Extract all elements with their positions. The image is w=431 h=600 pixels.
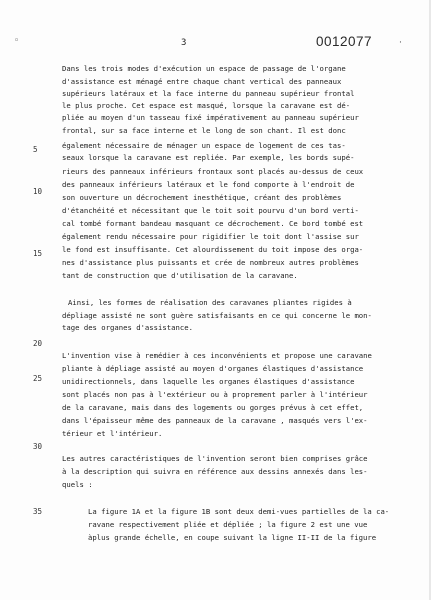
margin-number: 5 (33, 145, 38, 154)
text-line: ravane respectivement pliée et dépliée ; la figure 2 est une vue (88, 520, 368, 529)
margin-number: 10 (33, 187, 43, 196)
text-line: le fond est insuffisante. Cet alourdissement du toit impose des orga- (62, 245, 364, 254)
scan-mark: · (399, 38, 402, 48)
text-line: des panneaux inférieurs latéraux et le fond comporte à l'endroit de (62, 180, 355, 189)
text-line: le plus proche. Cet espace est masqué, lorsque la caravane est dé- (62, 101, 351, 110)
margin-number: 20 (33, 339, 43, 348)
text-line: quels : (62, 480, 93, 489)
text-line: rieurs des panneaux inférieurs frontaux sont placés au-dessus de ceux (62, 167, 364, 176)
page-number: 3 (181, 38, 187, 48)
text-line: de la caravane, mais dans des logements ou gorges prévus à cet effet, (62, 403, 364, 412)
text-line: térieur et l'intérieur. (62, 429, 163, 438)
text-line: son ouverture un décrochement inesthétique, créant des problèmes (62, 193, 342, 202)
text-line: sont placés non pas à l'extérieur ou à proprement parler à l'intérieur (62, 390, 368, 399)
text-line: Ainsi, les formes de réalisation des caravanes pliantes rigides à (68, 298, 352, 307)
text-line: tant de construction que d'utilisation de la caravane. (62, 271, 298, 280)
text-line: frontal, sur sa face interne et le long de son chant. Il est donc (62, 126, 346, 135)
text-line: supérieurs latéraux et la face interne du panneau supérieur frontal (62, 89, 355, 98)
text-line: pliante à dépliage assisté au moyen d'organes élastiques d'assistance (62, 364, 364, 373)
margin-number: 35 (33, 507, 43, 516)
scan-mark: ◦ (14, 36, 20, 46)
text-line: dans l'épaisseur même des panneaux de la caravane , masqués vers l'ex- (62, 416, 368, 425)
document-number: 0012077 (316, 34, 373, 49)
text-line: d'assistance est ménagé entre chaque chant vertical des panneaux (62, 77, 342, 86)
text-line: unidirectionnels, dans laquelle les organes élastiques d'assistance (62, 377, 355, 386)
text-line: d'étanchéité et nécessitant que le toit soit pourvu d'un bord verti- (62, 206, 359, 215)
text-line: Les autres caractéristiques de l'invention seront bien comprises grâce (62, 454, 368, 463)
text-line: également rendu nécessaire pour rigidifier le toit dont l'assise sur (62, 232, 359, 241)
text-line: tage des organes d'assistance. (62, 323, 193, 332)
text-line: également nécessaire de ménager un espace de logement de ces tas- (62, 141, 346, 150)
text-line: pliée au moyen d'un tasseau fixé impérativement au panneau supérieur (62, 113, 359, 122)
margin-number: 25 (33, 374, 43, 383)
margin-number: 15 (33, 249, 43, 258)
text-line: La figure 1A et la figure 1B sont deux demi-vues partielles de la ca- (88, 507, 390, 516)
margin-number: 30 (33, 442, 43, 451)
text-line: àplus grande échelle, en coupe suivant la ligne II-II de la figure (88, 533, 377, 542)
text-line: Dans les trois modes d'exécution un espace de passage de l'organe (62, 64, 346, 73)
text-line: cal tombé formant bandeau masquant ce décrochement. Ce bord tombé est (62, 219, 364, 228)
text-line: à la description qui suivra en référence aux dessins annexés dans les- (62, 467, 368, 476)
text-line: nes d'assistance plus puissants et crée de nombreux autres problèmes (62, 258, 359, 267)
text-line: L'invention vise à remédier à ces inconvénients et propose une caravane (62, 351, 372, 360)
text-line: seaux lorsque la caravane est repliée. Par exemple, les bords supé- (62, 153, 355, 162)
text-line: dépliage assisté ne sont guère satisfaisants en ce qui concerne le mon- (62, 311, 372, 320)
